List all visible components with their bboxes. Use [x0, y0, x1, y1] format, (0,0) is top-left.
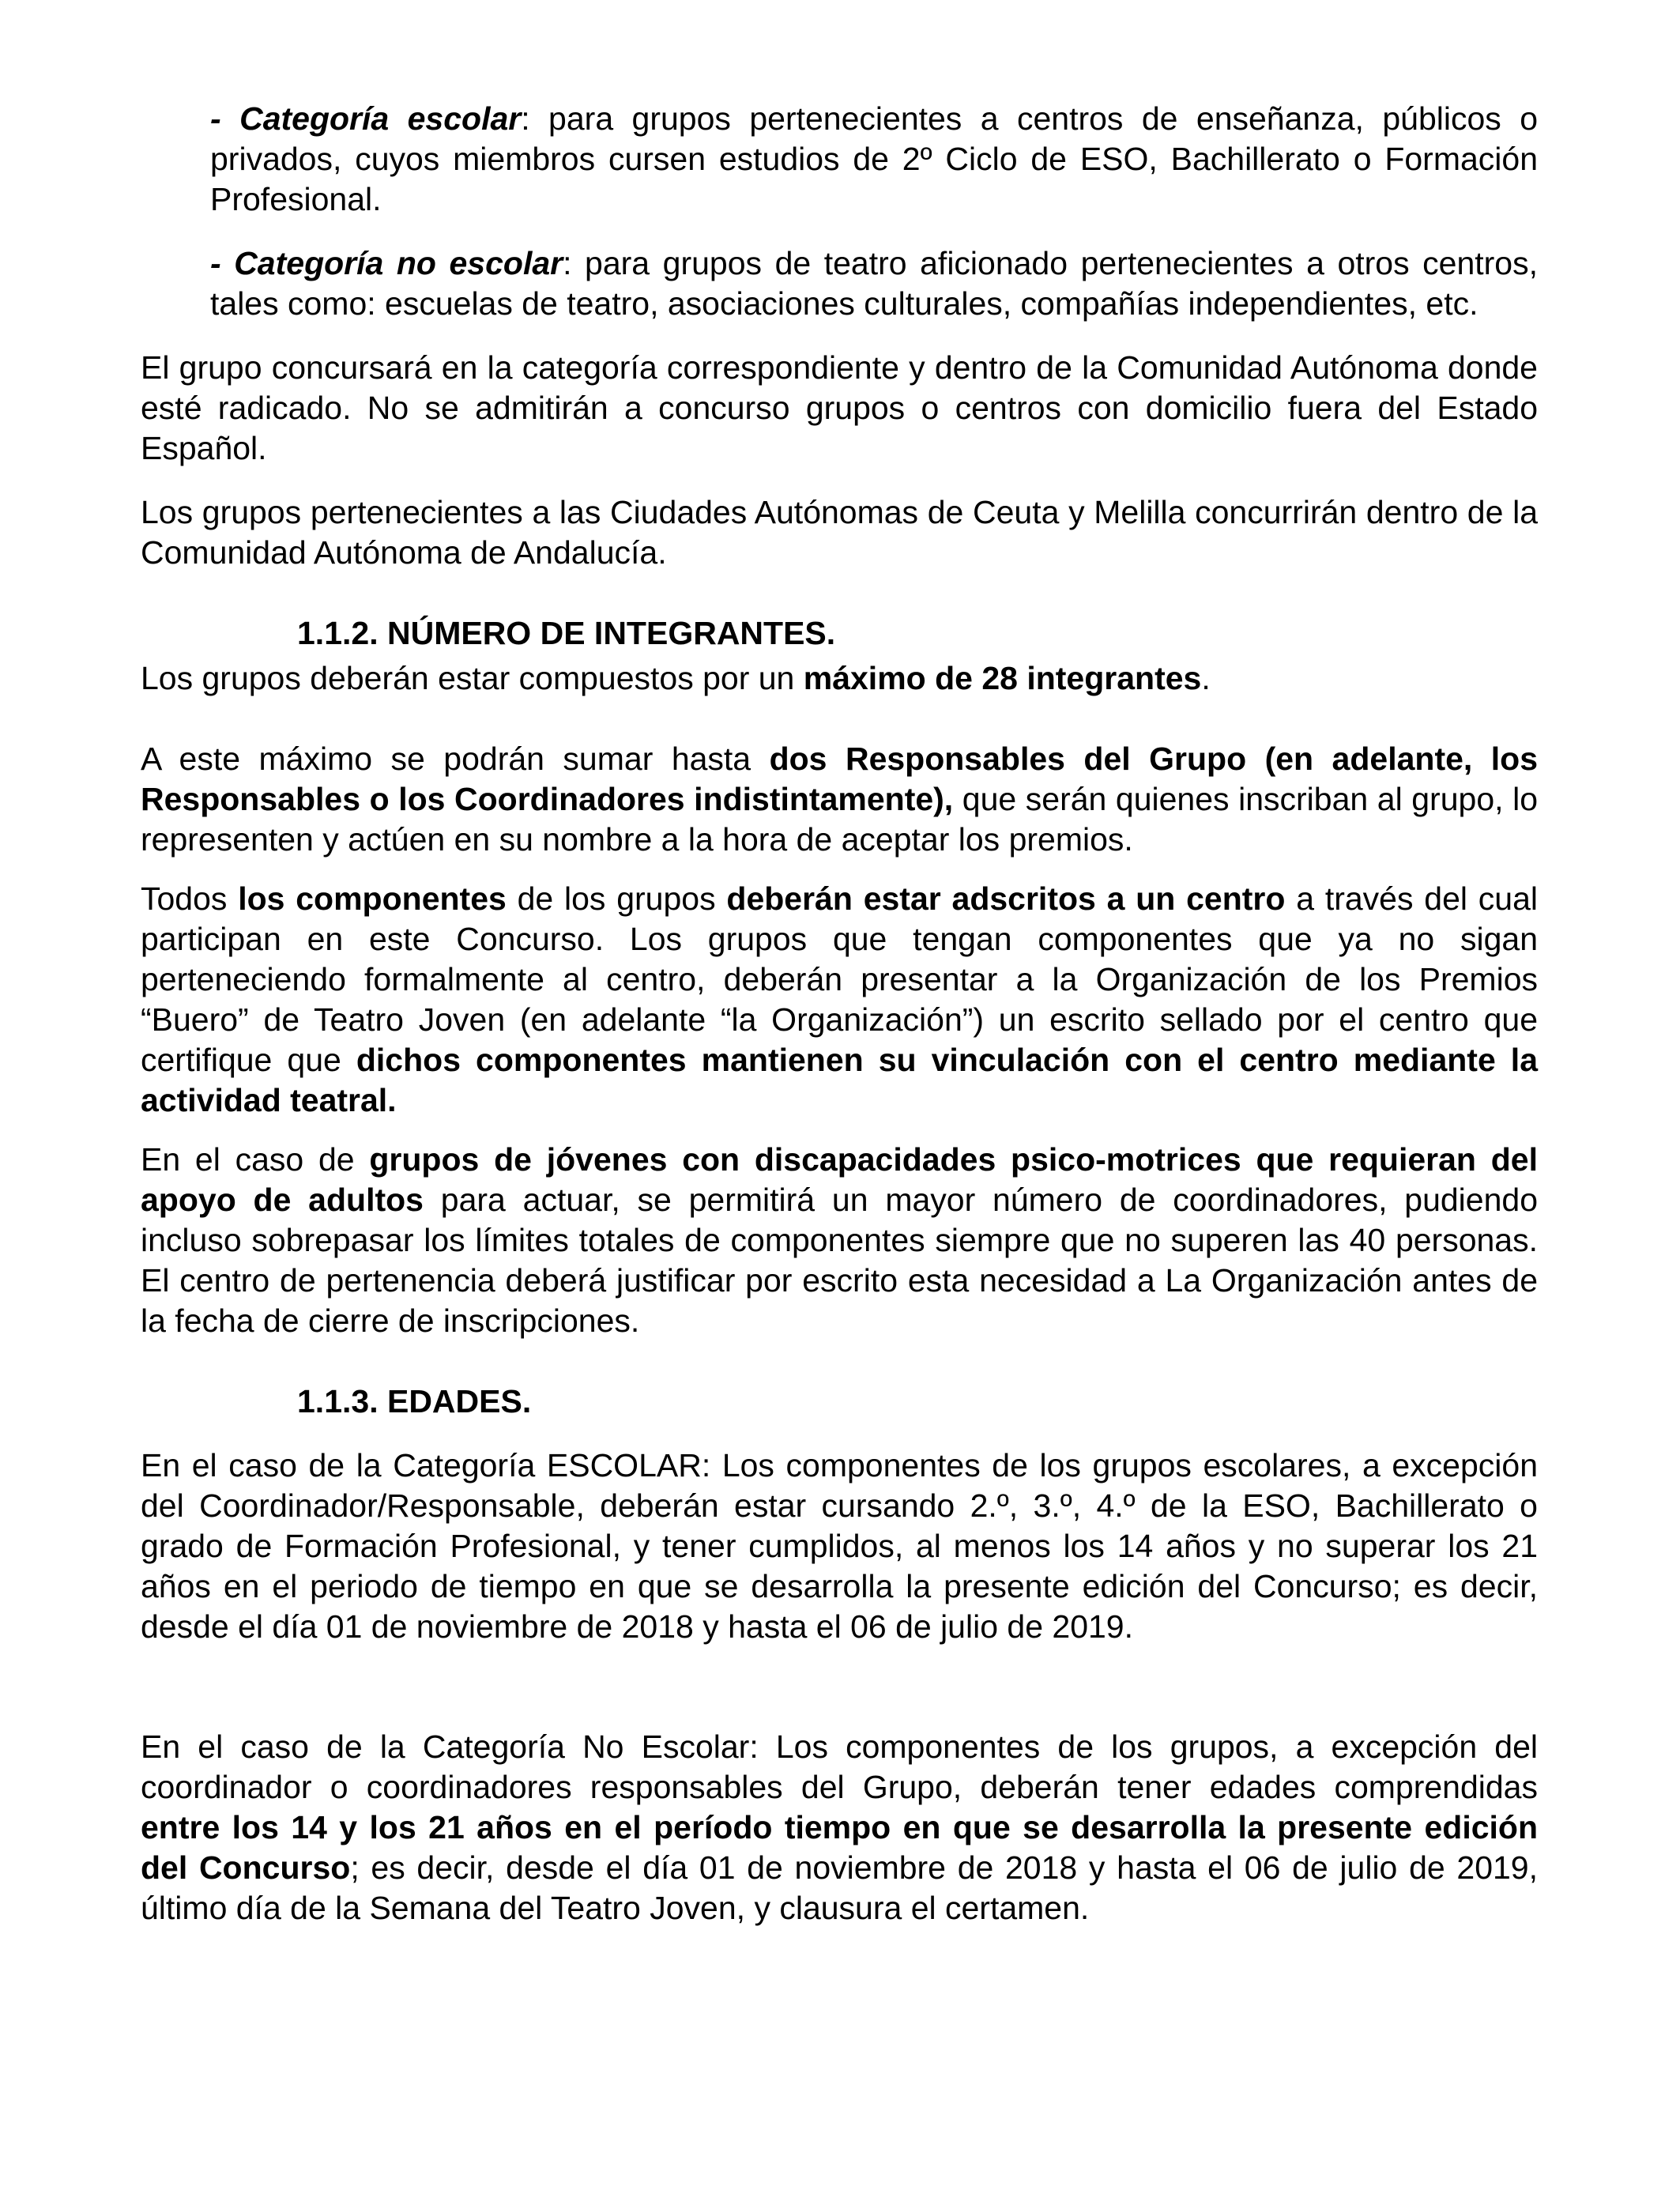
maximo-text-1: Los grupos deberán estar compuestos por un: [141, 660, 804, 696]
maximo-bold: máximo de 28 integrantes: [803, 660, 1202, 696]
ceuta-melilla-paragraph: Los grupos pertenecientes a las Ciudades Autónomas de Ceuta y Melilla concurrirán dentro de la Comunidad Autónoma de Andalucía.: [141, 494, 1538, 571]
componentes-paragraph: [141, 879, 1538, 1121]
category-escolar-label: - Categoría escolar: [210, 100, 522, 137]
componentes-text-1: Todos: [141, 880, 239, 917]
maximo-paragraph: [141, 658, 1538, 699]
edad-no-escolar-text-1: En el caso de la Categoría No Escolar: Los componentes de los grupos, a excepción del coordinador o coordinadores responsables del Grupo, deberán tener edades comprendidas: [141, 1728, 1538, 1805]
responsables-text-1: A este máximo se podrán sumar hasta: [141, 741, 770, 777]
edad-escolar-paragraph: En el caso de la Categoría ESCOLAR: Los componentes de los grupos escolares, a excepción del Coordinador/Responsable, deberán estar cursando 2.º, 3.º, 4.º de la ESO, Bachillerato o grado de Formación Profesional, y tener cumplidos, al menos los 14 años y no superar los 21 años en el periodo de tiempo en que se desarrolla la presente edición del Concurso; es decir, desde el día 01 de noviembre de 2018 y hasta el 06 de julio de 2019.: [141, 1447, 1538, 1645]
edad-no-escolar-text-2: ; es decir, desde el día 01 de noviembre de 2018 y hasta el 06 de julio de 2019, último día de la Semana del Teatro Joven, y clausura el certamen.: [141, 1849, 1538, 1926]
componentes-bold-1: los componentes: [238, 880, 507, 917]
responsables-text-2: que serán quienes inscriban al grupo, lo representen y actúen en su nombre a la hora de aceptar los premios.: [141, 781, 1538, 858]
comunidad-paragraph: El grupo concursará en la categoría correspondiente y dentro de la Comunidad Autónoma donde esté radicado. No se admitirán a concurso grupos o centros con domicilio fuera del Estado Español.: [141, 349, 1538, 466]
maximo-text-2: .: [1201, 660, 1211, 696]
responsables-paragraph: [141, 739, 1538, 860]
category-escolar-text: : para grupos pertenecientes a centros de enseñanza, públicos o privados, cuyos miembros cursen estudios de 2º Ciclo de ESO, Bachillerato o Formación Profesional.: [210, 100, 1539, 217]
discapacidad-paragraph: [141, 1140, 1538, 1341]
category-no-escolar-paragraph: [141, 243, 1538, 324]
heading-edades: 1.1.3. EDADES.: [297, 1383, 532, 1419]
edad-no-escolar-paragraph: [141, 1727, 1538, 1928]
responsables-bold: dos Responsables del Grupo (en adelante, los Responsables o los Coordinadores indistintamente),: [141, 741, 1539, 817]
category-no-escolar-label: - Categoría no escolar: [210, 245, 563, 281]
document-page: [141, 99, 1538, 1928]
discapacidad-bold: grupos de jóvenes con discapacidades psico-motrices que requieran del apoyo de adultos: [141, 1141, 1538, 1218]
heading-numero-integrantes: 1.1.2. NÚMERO DE INTEGRANTES.: [297, 615, 836, 651]
category-escolar-paragraph: [141, 99, 1538, 220]
edad-no-escolar-bold: entre los 14 y los 21 años en el período tiempo en que se desarrolla la presente edición del Concurso: [141, 1809, 1538, 1886]
componentes-text-3: a través del cual participan en este Concurso. Los grupos que tengan componentes que ya no sigan perteneciendo formalmente al centro, deberán presentar a la Organización de los Premios “Buero” de Teatro Joven (en adelante “la Organización”) un escrito sellado por el centro que certifique que: [141, 880, 1539, 1078]
discapacidad-text-2: para actuar, se permitirá un mayor número de coordinadores, pudiendo incluso sobrepasar los límites totales de componentes siempre que no superen las 40 personas. El centro de pertenencia deberá justificar por escrito esta necesidad a La Organización antes de la fecha de cierre de inscripciones.: [141, 1182, 1538, 1339]
discapacidad-text-1: En el caso de: [141, 1141, 370, 1178]
componentes-bold-2: deberán estar adscritos a un centro: [726, 880, 1286, 917]
category-no-escolar-text: : para grupos de teatro aficionado pertenecientes a otros centros, tales como: escuelas de teatro, asociaciones culturales, compañías independientes, etc.: [210, 245, 1538, 322]
componentes-text-2: de los grupos: [506, 880, 727, 917]
componentes-bold-3: dichos componentes mantienen su vinculación con el centro mediante la actividad teatral.: [141, 1042, 1538, 1118]
